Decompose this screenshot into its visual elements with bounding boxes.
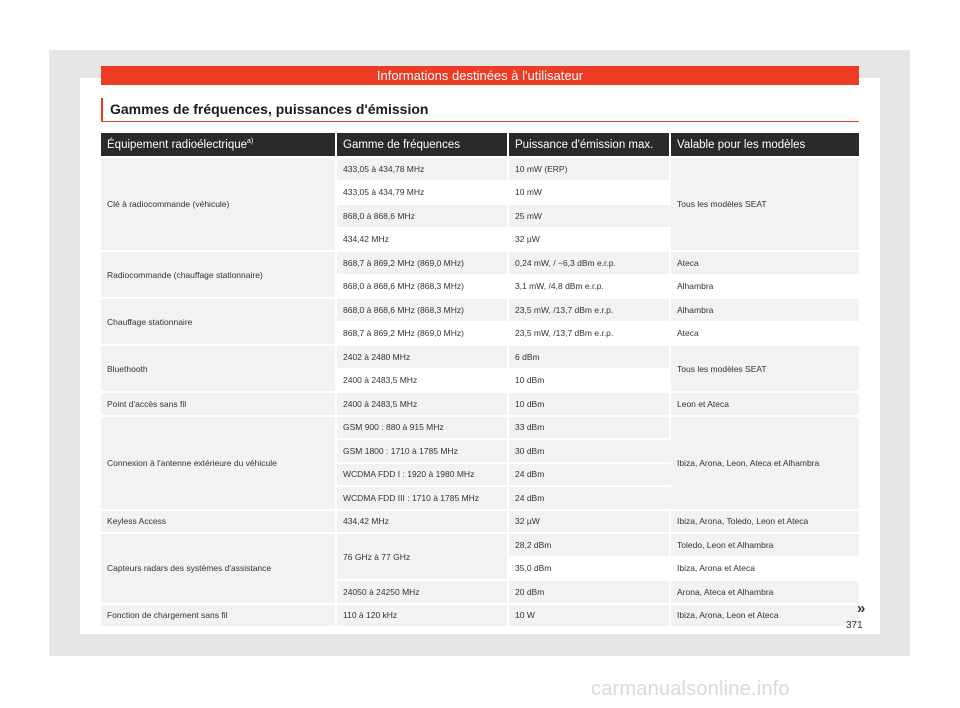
models-cell: Toledo, Leon et Alhambra xyxy=(671,532,859,556)
page-number: 371 xyxy=(846,620,863,631)
models-cell: Arona, Ateca et Alhambra xyxy=(671,579,859,603)
frequency-cell: 2400 à 2483,5 MHz xyxy=(337,368,509,392)
power-cell: 24 dBm xyxy=(509,462,671,486)
frequency-table xyxy=(101,133,859,626)
section-title: Gammes de fréquences, puissances d'émission xyxy=(101,98,859,122)
equipment-cell: Chauffage stationnaire xyxy=(101,297,337,344)
equipment-cell: Keyless Access xyxy=(101,509,337,533)
power-cell: 25 mW xyxy=(509,203,671,227)
table-row xyxy=(101,391,859,415)
power-cell: 32 µW xyxy=(509,509,671,533)
frequency-cell: WCDMA FDD III : 1710 à 1785 MHz xyxy=(337,485,509,509)
col-header-equipment: Équipement radioélectrique$^{a)}$ xyxy=(101,133,337,156)
equipment-cell: Point d'accès sans fil xyxy=(101,391,337,415)
frequency-cell: 868,7 à 869,2 MHz (869,0 MHz) xyxy=(337,321,509,345)
models-cell: Ibiza, Arona, Leon et Ateca xyxy=(671,603,859,627)
frequency-cell: 868,0 à 868,6 MHz (868,3 MHz) xyxy=(337,274,509,298)
power-cell: 3,1 mW, /4,8 dBm e.r.p. xyxy=(509,274,671,298)
equipment-cell: Clé à radiocommande (véhicule) xyxy=(101,156,337,250)
models-cell: Ibiza, Arona, Toledo, Leon et Ateca xyxy=(671,509,859,533)
frequency-cell: 2402 à 2480 MHz xyxy=(337,344,509,368)
equipment-cell: Connexion à l'antenne extérieure du véhicule xyxy=(101,415,337,509)
chapter-header: Informations destinées à l'utilisateur xyxy=(101,66,859,85)
models-cell: Tous les modèles SEAT xyxy=(671,344,859,391)
power-cell: 10 dBm xyxy=(509,391,671,415)
frequency-cell: GSM 1800 : 1710 à 1785 MHz xyxy=(337,438,509,462)
frequency-cell: 2400 à 2483,5 MHz xyxy=(337,391,509,415)
col-header-models: Valable pour les modèles xyxy=(671,133,859,156)
power-cell: 6 dBm xyxy=(509,344,671,368)
models-cell: Leon et Ateca xyxy=(671,391,859,415)
power-cell: 10 mW xyxy=(509,180,671,204)
power-cell: 10 dBm xyxy=(509,368,671,392)
frequency-cell: 433,05 à 434,78 MHz xyxy=(337,156,509,180)
frequency-cell: 110 à 120 kHz xyxy=(337,603,509,627)
power-cell: 28,2 dBm xyxy=(509,532,671,556)
equipment-cell: Bluethooth xyxy=(101,344,337,391)
frequency-cell: 434,42 MHz xyxy=(337,227,509,251)
table-row xyxy=(101,156,859,180)
models-cell: Ateca xyxy=(671,250,859,274)
equipment-cell: Radiocommande (chauffage stationnaire) xyxy=(101,250,337,297)
col-header-power: Puissance d'émission max. xyxy=(509,133,671,156)
col-header-frequency: Gamme de fréquences xyxy=(337,133,509,156)
frequency-cell: 868,0 à 868,6 MHz (868,3 MHz) xyxy=(337,297,509,321)
power-cell: 23,5 mW, /13,7 dBm e.r.p. xyxy=(509,297,671,321)
table-row xyxy=(101,344,859,368)
frequency-cell: WCDMA FDD I : 1920 à 1980 MHz xyxy=(337,462,509,486)
frequency-cell: GSM 900 : 880 à 915 MHz xyxy=(337,415,509,439)
table-row xyxy=(101,297,859,321)
frequency-cell: 868,0 à 868,6 MHz xyxy=(337,203,509,227)
watermark: carmanualsonline.info xyxy=(591,678,790,700)
equipment-cell: Capteurs radars des systèmes d'assistance xyxy=(101,532,337,603)
frequency-cell: 24050 à 24250 MHz xyxy=(337,579,509,603)
frequency-cell: 433,05 à 434,79 MHz xyxy=(337,180,509,204)
frequency-cell: 76 GHz à 77 GHz xyxy=(337,532,509,579)
power-cell: 24 dBm xyxy=(509,485,671,509)
models-cell: Ibiza, Arona, Leon, Ateca et Alhambra xyxy=(671,415,859,509)
frequency-cell: 434,42 MHz xyxy=(337,509,509,533)
table-row xyxy=(101,250,859,274)
power-cell: 10 mW (ERP) xyxy=(509,156,671,180)
table-row xyxy=(101,603,859,627)
power-cell: 32 µW xyxy=(509,227,671,251)
continue-arrow-icon: » xyxy=(857,600,866,617)
table-row xyxy=(101,532,859,556)
models-cell: Ateca xyxy=(671,321,859,345)
power-cell: 0,24 mW, / −6,3 dBm e.r.p. xyxy=(509,250,671,274)
table-header-row xyxy=(101,133,859,156)
frequency-cell: 868,7 à 869,2 MHz (869,0 MHz) xyxy=(337,250,509,274)
models-cell: Ibiza, Arona et Ateca xyxy=(671,556,859,580)
footnote-marker: a) xyxy=(247,138,254,146)
models-cell: Alhambra xyxy=(671,274,859,298)
power-cell: 30 dBm xyxy=(509,438,671,462)
table-row xyxy=(101,509,859,533)
equipment-cell: Fonction de chargement sans fil xyxy=(101,603,337,627)
power-cell: 23,5 mW, /13,7 dBm e.r.p. xyxy=(509,321,671,345)
models-cell: Tous les modèles SEAT xyxy=(671,156,859,250)
power-cell: 33 dBm xyxy=(509,415,671,439)
power-cell: 10 W xyxy=(509,603,671,627)
power-cell: 35,0 dBm xyxy=(509,556,671,580)
models-cell: Alhambra xyxy=(671,297,859,321)
power-cell: 20 dBm xyxy=(509,579,671,603)
table-row xyxy=(101,415,859,439)
